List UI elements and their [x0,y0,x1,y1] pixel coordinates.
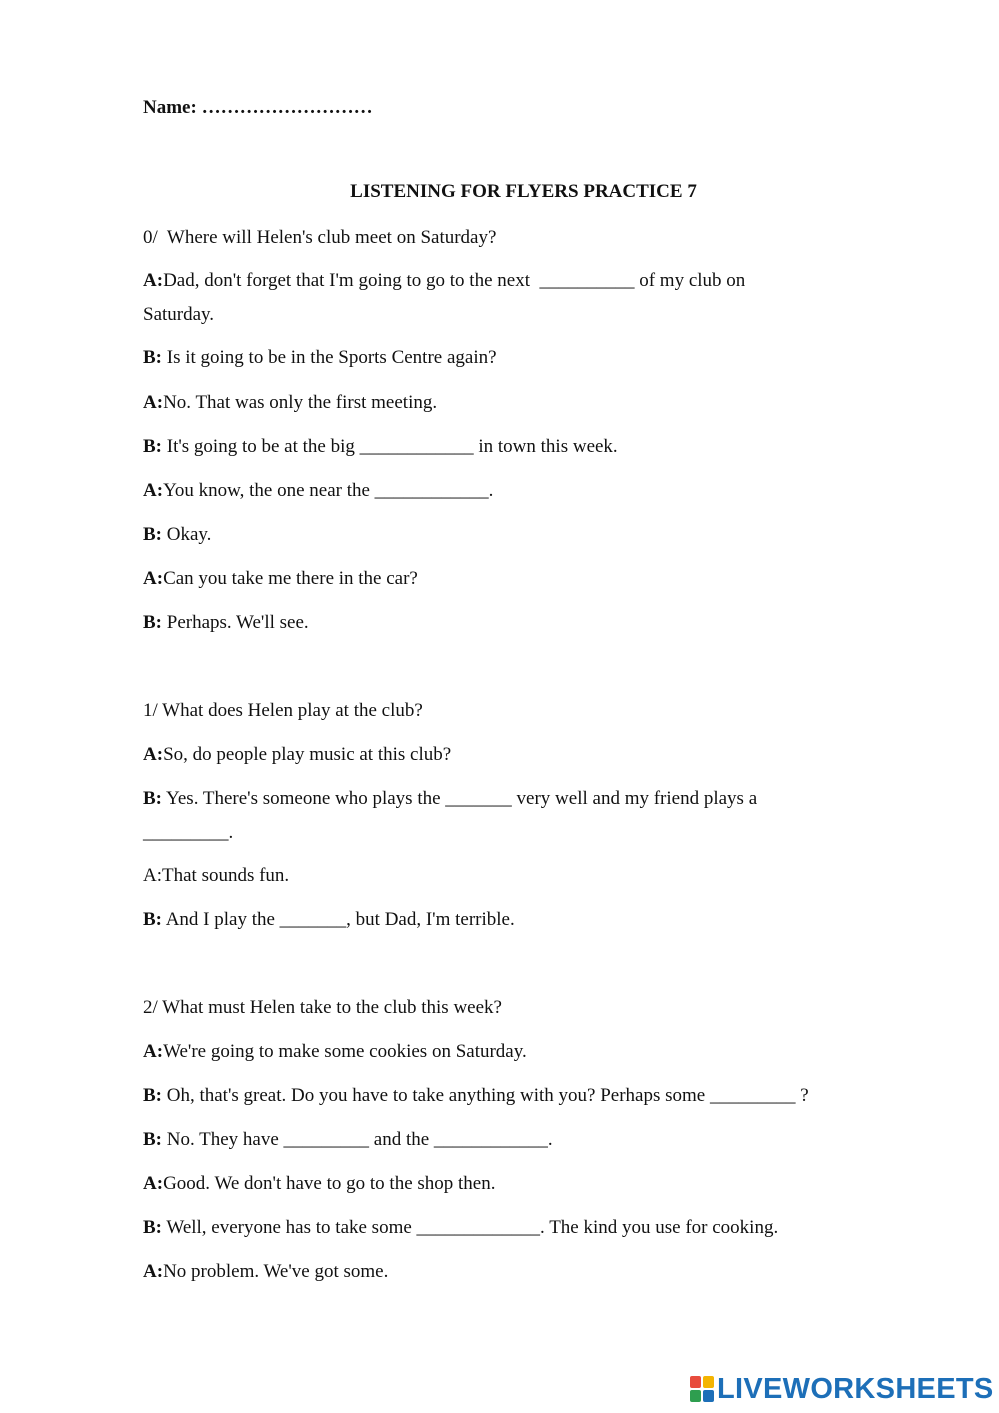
line-text: It's going to be at the big ____________ in town this week. [162,436,618,457]
line-text: 0/ Where will Helen's club meet on Saturday? [143,227,497,248]
logo-square-e [703,1390,714,1402]
speaker-label: A: [143,270,164,291]
speaker-label: A: [143,568,164,589]
speaker-label: B: [143,347,162,368]
liveworksheets-logo [690,1374,994,1404]
line-text: _________. [143,822,234,843]
speaker-label: B: [143,612,162,633]
line-text: Okay. [162,524,212,545]
dialogue-line [143,346,497,370]
line-text: Can you take me there in the car? [163,568,418,589]
line-text: Perhaps. We'll see. [162,612,309,633]
line-text: No problem. We've got some. [163,1261,389,1282]
dialogue-line [143,611,309,635]
line-text: Dad, don't forget that I'm going to go to the next __________ of my club on [163,270,746,291]
liveworksheets-icon [690,1376,714,1402]
worksheet-title: LISTENING FOR FLYERS PRACTICE 7 [350,181,697,202]
line-text: 2/ What must Helen take to the club this week? [143,997,502,1018]
logo-square-l [690,1376,701,1388]
brand-name: LIVEWORKSHEETS [717,1372,994,1405]
dialogue-line [143,908,515,932]
dialogue-line [143,567,418,591]
name-blank: ……………………… [201,97,373,118]
dialogue-line [143,864,289,888]
dialogue-line [143,435,618,459]
speaker-label: B: [143,909,162,930]
dialogue-line [143,996,502,1020]
dialogue-line [143,699,423,723]
dialogue-line [143,743,451,767]
speaker-label: A: [143,744,164,765]
speaker-label: A: [143,480,164,501]
dialogue-line [143,269,745,293]
line-text: So, do people play music at this club? [163,744,452,765]
speaker-label: B: [143,788,162,809]
name-field [143,96,373,120]
line-text: Well, everyone has to take some _____________. The kind you use for cooking. [162,1217,779,1238]
dialogue-line [143,821,233,845]
line-text: We're going to make some cookies on Saturday. [163,1041,527,1062]
dialogue-line [143,1084,809,1108]
line-text: You know, the one near the ____________. [163,480,494,501]
dialogue-line [143,1216,778,1240]
speaker-label: B: [143,524,162,545]
logo-square-i [703,1376,714,1388]
speaker-label: A: [143,1173,164,1194]
speaker-label: A: [143,1041,164,1062]
dialogue-line [143,479,493,503]
line-text: Is it going to be in the Sports Centre again? [162,347,497,368]
speaker-label: B: [143,1085,162,1106]
speaker-label: B: [143,1217,162,1238]
line-text: 1/ What does Helen play at the club? [143,700,423,721]
dialogue-line [143,1172,495,1196]
line-text: And I play the _______, but Dad, I'm terrible. [162,909,515,930]
dialogue-line [143,787,757,811]
dialogue-line [143,1128,553,1152]
line-text: No. They have _________ and the ____________. [162,1129,553,1150]
logo-square-v [690,1390,701,1402]
name-label: Name: [143,97,197,118]
dialogue-line [143,1260,388,1284]
dialogue-line [143,523,211,547]
line-text: Yes. There's someone who plays the _______ very well and my friend plays a [162,788,758,809]
speaker-label: B: [143,1129,162,1150]
line-text: Oh, that's great. Do you have to take anything with you? Perhaps some _________ ? [162,1085,809,1106]
dialogue-line [143,391,437,415]
line-text: A:That sounds fun. [143,865,290,886]
dialogue-line [143,303,214,327]
speaker-label: A: [143,392,164,413]
line-text: Good. We don't have to go to the shop then. [163,1173,496,1194]
dialogue-line [143,1040,527,1064]
speaker-label: B: [143,436,162,457]
line-text: No. That was only the first meeting. [163,392,438,413]
speaker-label: A: [143,1261,164,1282]
dialogue-line [143,226,496,250]
line-text: Saturday. [143,304,215,325]
